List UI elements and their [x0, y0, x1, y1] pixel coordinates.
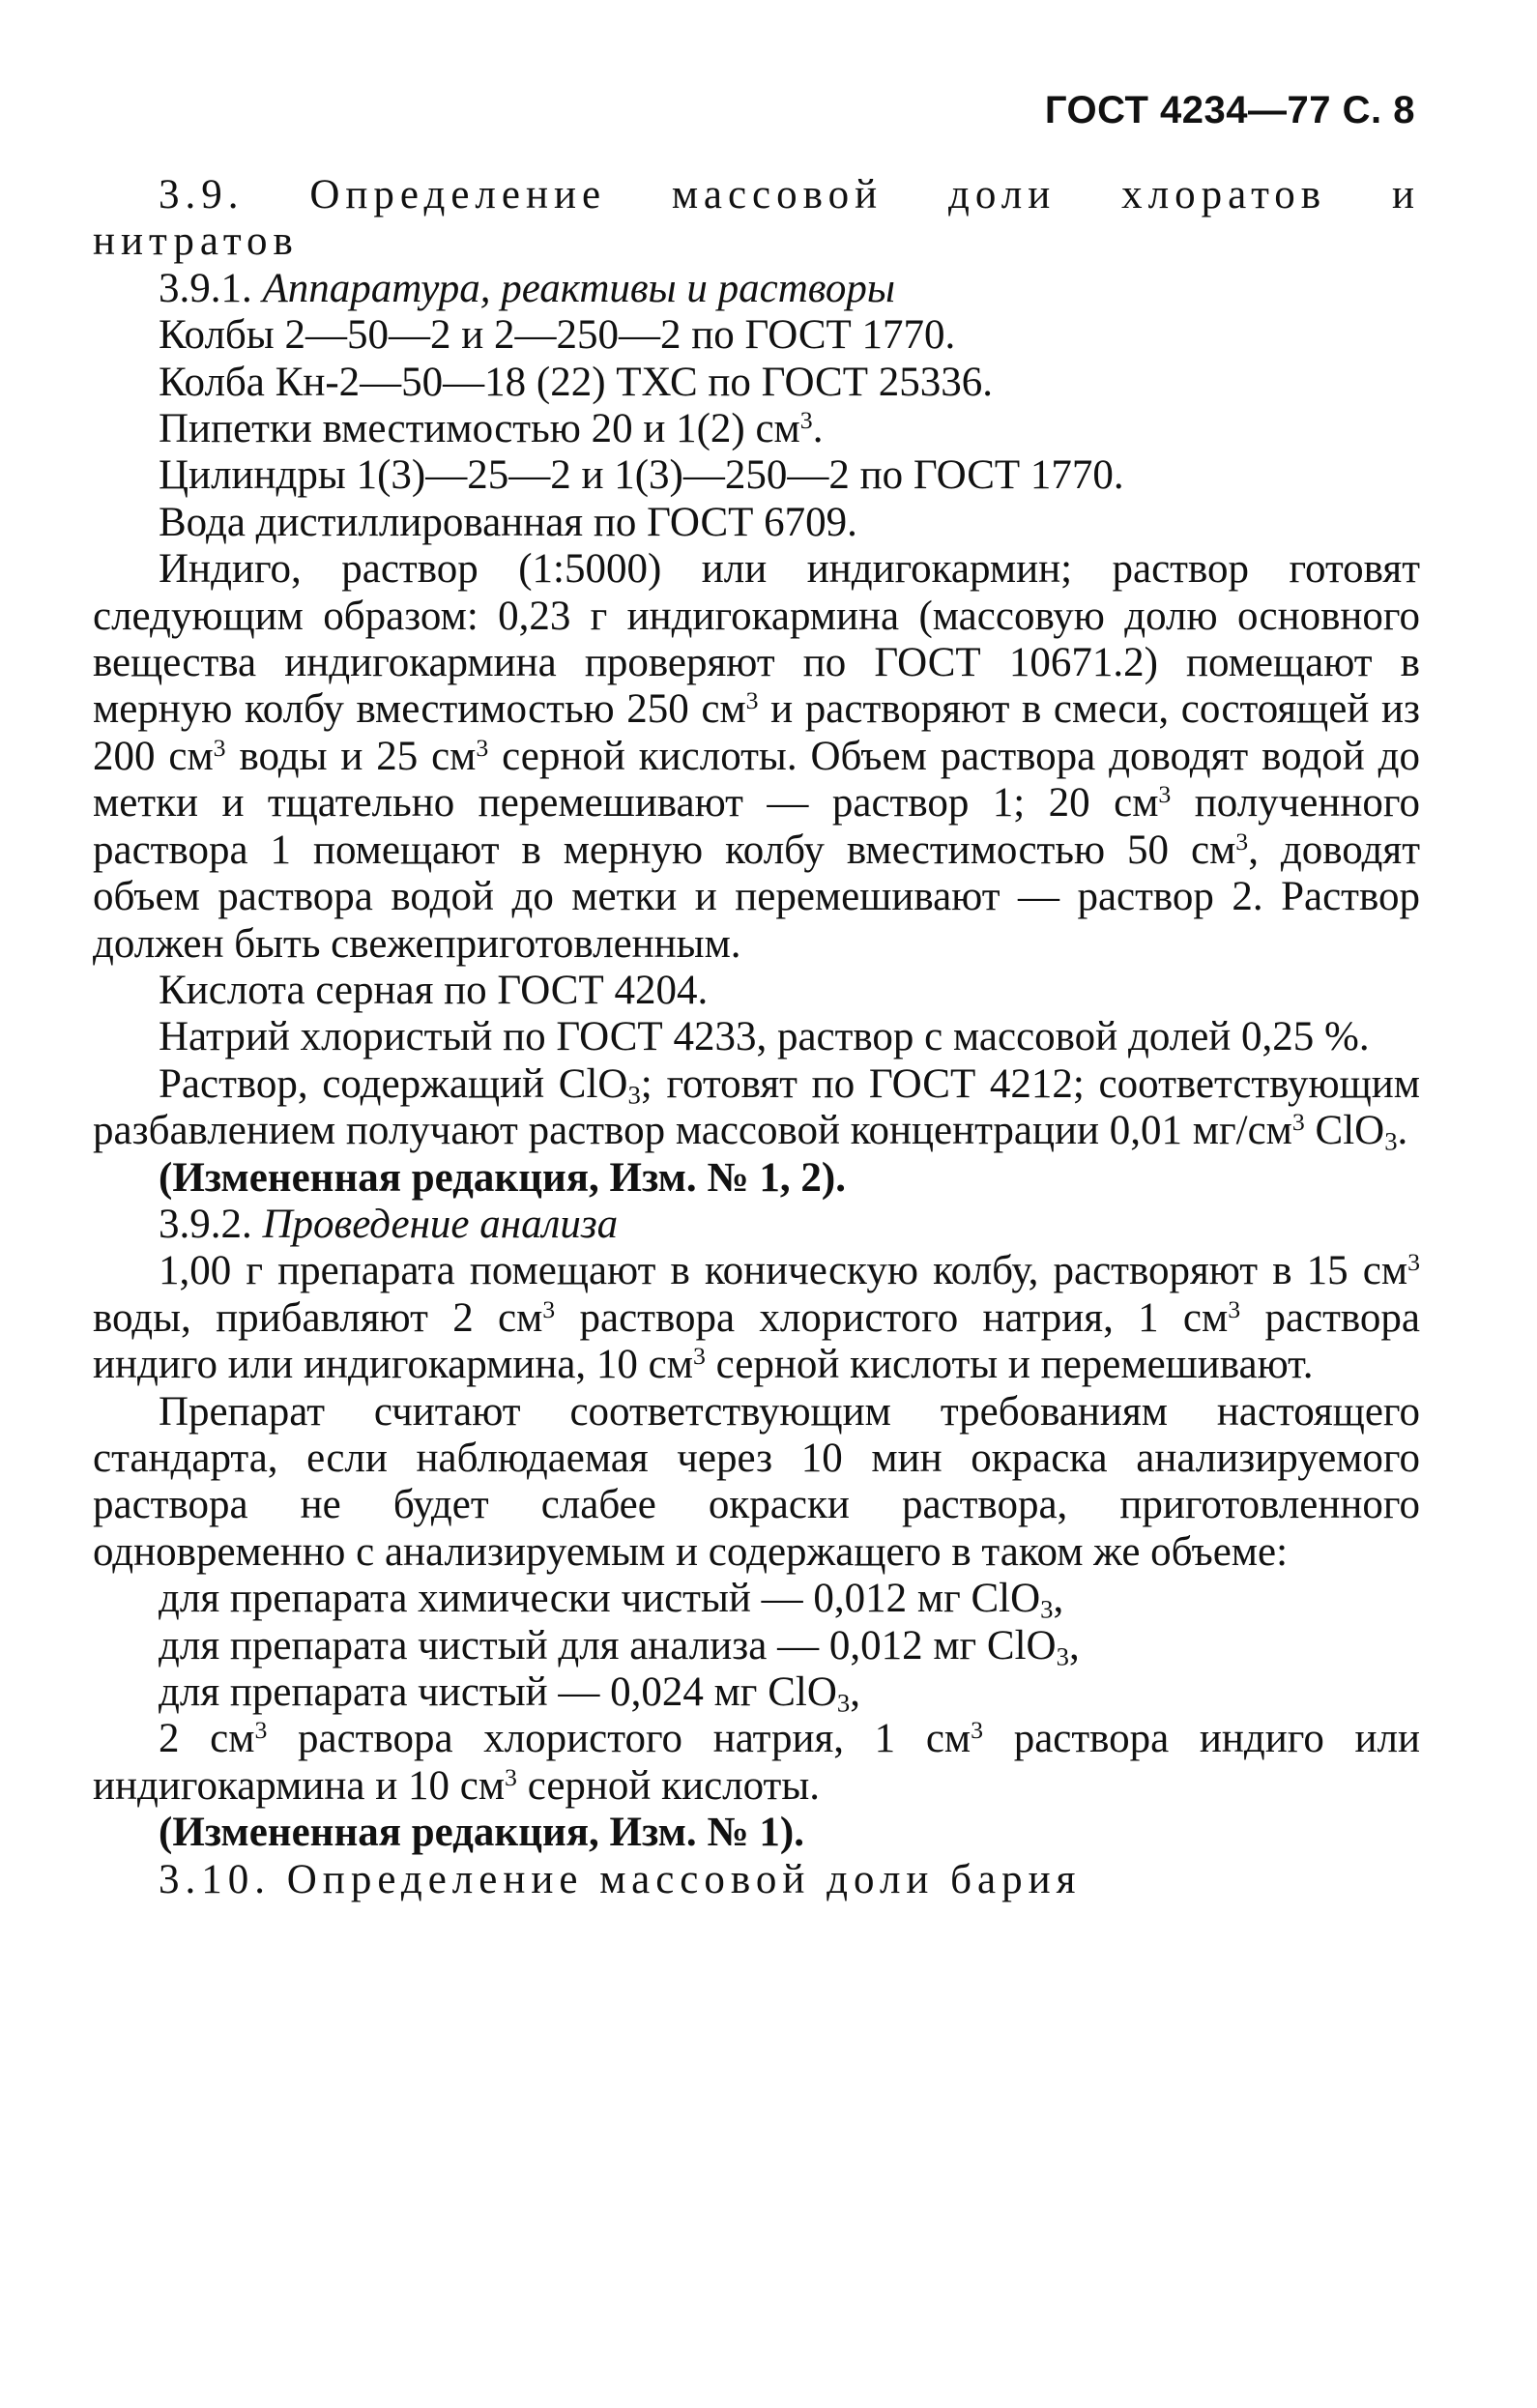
section-number: 3.9.2.: [159, 1201, 263, 1247]
section-3-9-2-heading: [93, 1202, 1420, 1248]
document-body: [93, 172, 1420, 1903]
limit-item: для препарата чистый — 0,024 мг ClO$_3$,: [159, 1669, 860, 1718]
section-title: Аппаратура, реактивы и растворы: [262, 265, 896, 311]
section-number: 3.9.1.: [159, 265, 263, 311]
procedure-paragraph: 1,00 г препарата помещают в коническую колбу, растворяют в 15 $см^3$ воды, прибавляют 2 $см^3$ раствора хлористого натрия, 1 $см^3$ раствора индиго или индигокармина, 10 $см^3$ серной кислоты и перемешивают.: [93, 1248, 1420, 1388]
limit-item: для препарата химически чистый — 0,012 мг ClO$_3$,: [159, 1576, 1064, 1624]
clo3-solution-paragraph: Раствор, содержащий ClO$_3$; готовят по ГОСТ 4212; соответствующим разбавлением получают раствор массовой концентрации 0,01 $мг/см^3$ ClO$_3$.: [93, 1060, 1420, 1156]
equipment-cylinders: Цилиндры 1(3)—25—2 и 1(3)—250—2 по ГОСТ 1770.: [159, 452, 1124, 499]
section-3-9-title-line2: нитратов: [93, 218, 299, 265]
amendment-note-2: (Измененная редакция, Изм. № 1).: [159, 1810, 804, 1856]
acid-paragraph: Кислота серная по ГОСТ 4204.: [159, 967, 709, 1013]
section-3-9-title-line1: 3.9. Определение массовой доли хлоратов и: [159, 172, 1420, 218]
section-3-9-heading: [93, 172, 1420, 266]
equipment-water: Вода дистиллированная по ГОСТ 6709.: [159, 499, 857, 545]
criteria-paragraph: Препарат считают соответствующим требованиям настоящего стандарта, если наблюдаемая через 10 мин окраска анализируемого раствора не будет слабее окраски раствора, приготовленного одновременно с анализируемым и содержащего в таком же объеме:: [93, 1388, 1420, 1575]
indigo-paragraph: Индиго, раствор (1:5000) или индигокармин; раствор готовят следующим образом: 0,23 г индигокармина (массовую долю основного вещества индигокармина проверяют по ГОСТ 10671.2) помещают в мерную колбу вместимостью 250 $см^3$ и растворяют в смеси, состоящей из 200 $см^3$ воды и 25 $см^3$ серной кислоты. Объем раствора доводят водой до метки и тщательно перемешивают — раствор 1; 20 $см^3$ полученного раствора 1 помещают в мерную колбу вместимостью 50 $см^3$, доводят объем раствора водой до метки и перемешивают — раствор 2. Раствор должен быть свежеприготовленным.: [93, 546, 1420, 967]
section-title: Проведение анализа: [262, 1201, 619, 1247]
section-3-10-heading: 3.10. Определение массовой доли бария: [159, 1856, 1082, 1902]
nacl-paragraph: Натрий хлористый по ГОСТ 4233, раствор с массовой долей 0,25 %.: [159, 1014, 1370, 1060]
equipment-flasks: Колбы 2—50—2 и 2—250—2 по ГОСТ 1770.: [159, 312, 956, 359]
equipment-conical-flask: Колба Кн-2—50—18 (22) ТХС по ГОСТ 25336.: [159, 359, 993, 405]
page-header: ГОСТ 4234—77 С. 8: [1044, 89, 1415, 131]
limit-item: для препарата чистый для анализа — 0,012 мг ClO$_3$,: [159, 1622, 1080, 1671]
reagents-paragraph: 2 $см^3$ раствора хлористого натрия, 1 $см^3$ раствора индиго или индигокармина и 10 $см^3$ серной кислоты.: [93, 1716, 1421, 1809]
section-3-9-1-heading: [93, 266, 1420, 312]
equipment-pipettes: Пипетки вместимостью 20 и 1(2) $см^3$.: [159, 405, 824, 452]
amendment-note-1: (Измененная редакция, Изм. № 1, 2).: [159, 1154, 846, 1201]
